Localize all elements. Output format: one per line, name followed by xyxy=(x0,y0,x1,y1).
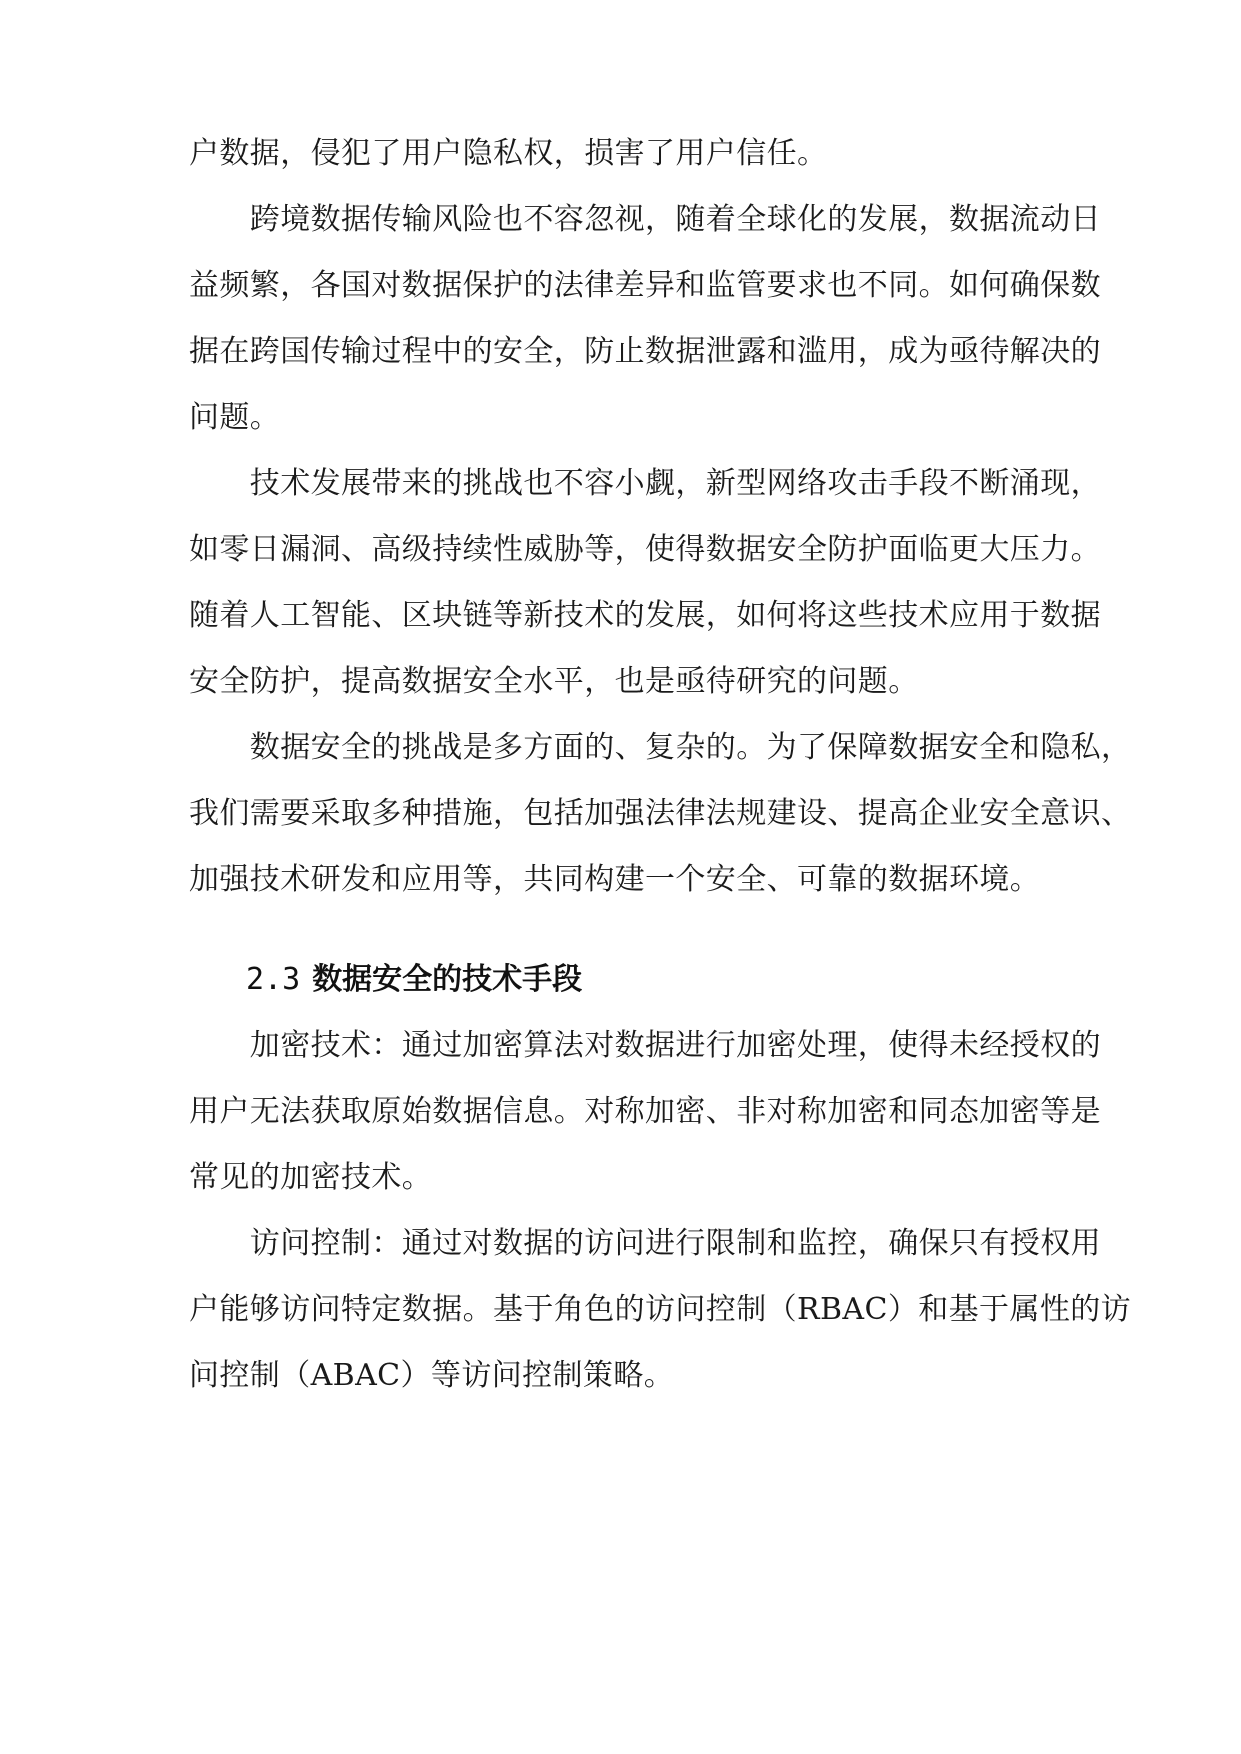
body-text-line: 访问控制：通过对数据的访问进行限制和监控，确保只有授权用 xyxy=(189,1226,1101,1261)
body-text-line: 户能够访问特定数据。基于角色的访问控制（RBAC）和基于属性的访 xyxy=(189,1292,1132,1327)
body-text-line: 随着人工智能、区块链等新技术的发展，如何将这些技术应用于数据 xyxy=(189,598,1101,633)
section-heading xyxy=(246,960,582,1000)
body-text-line: 用户无法获取原始数据信息。对称加密、非对称加密和同态加密等是 xyxy=(189,1094,1101,1129)
section-title: 数据安全的技术手段 xyxy=(312,962,583,997)
body-text-line: 安全防护，提高数据安全水平，也是亟待研究的问题。 xyxy=(189,664,919,699)
body-text-line: 如零日漏洞、高级持续性威胁等，使得数据安全防护面临更大压力。 xyxy=(189,532,1101,567)
body-text-line: 跨境数据传输风险也不容忽视，随着全球化的发展，数据流动日 xyxy=(189,202,1101,237)
body-text-line: 技术发展带来的挑战也不容小觑，新型网络攻击手段不断涌现， xyxy=(189,466,1101,501)
body-text-line: 加密技术：通过加密算法对数据进行加密处理，使得未经授权的 xyxy=(189,1028,1101,1063)
section-number: 2.3 xyxy=(246,962,301,997)
body-text-line: 益频繁，各国对数据保护的法律差异和监管要求也不同。如何确保数 xyxy=(189,268,1101,303)
body-text-line: 我们需要采取多种措施，包括加强法律法规建设、提高企业安全意识、 xyxy=(189,796,1132,831)
body-text-line: 问题。 xyxy=(189,400,281,435)
body-text-line: 问控制（ABAC）等访问控制策略。 xyxy=(189,1358,675,1393)
body-text-line: 数据安全的挑战是多方面的、复杂的。为了保障数据安全和隐私， xyxy=(189,730,1132,765)
body-text-line: 加强技术研发和应用等，共同构建一个安全、可靠的数据环境。 xyxy=(189,862,1041,897)
body-text-line: 据在跨国传输过程中的安全，防止数据泄露和滥用，成为亟待解决的 xyxy=(189,334,1101,369)
body-text-line: 常见的加密技术。 xyxy=(189,1160,433,1195)
body-text-line: 户数据，侵犯了用户隐私权，损害了用户信任。 xyxy=(189,136,828,171)
